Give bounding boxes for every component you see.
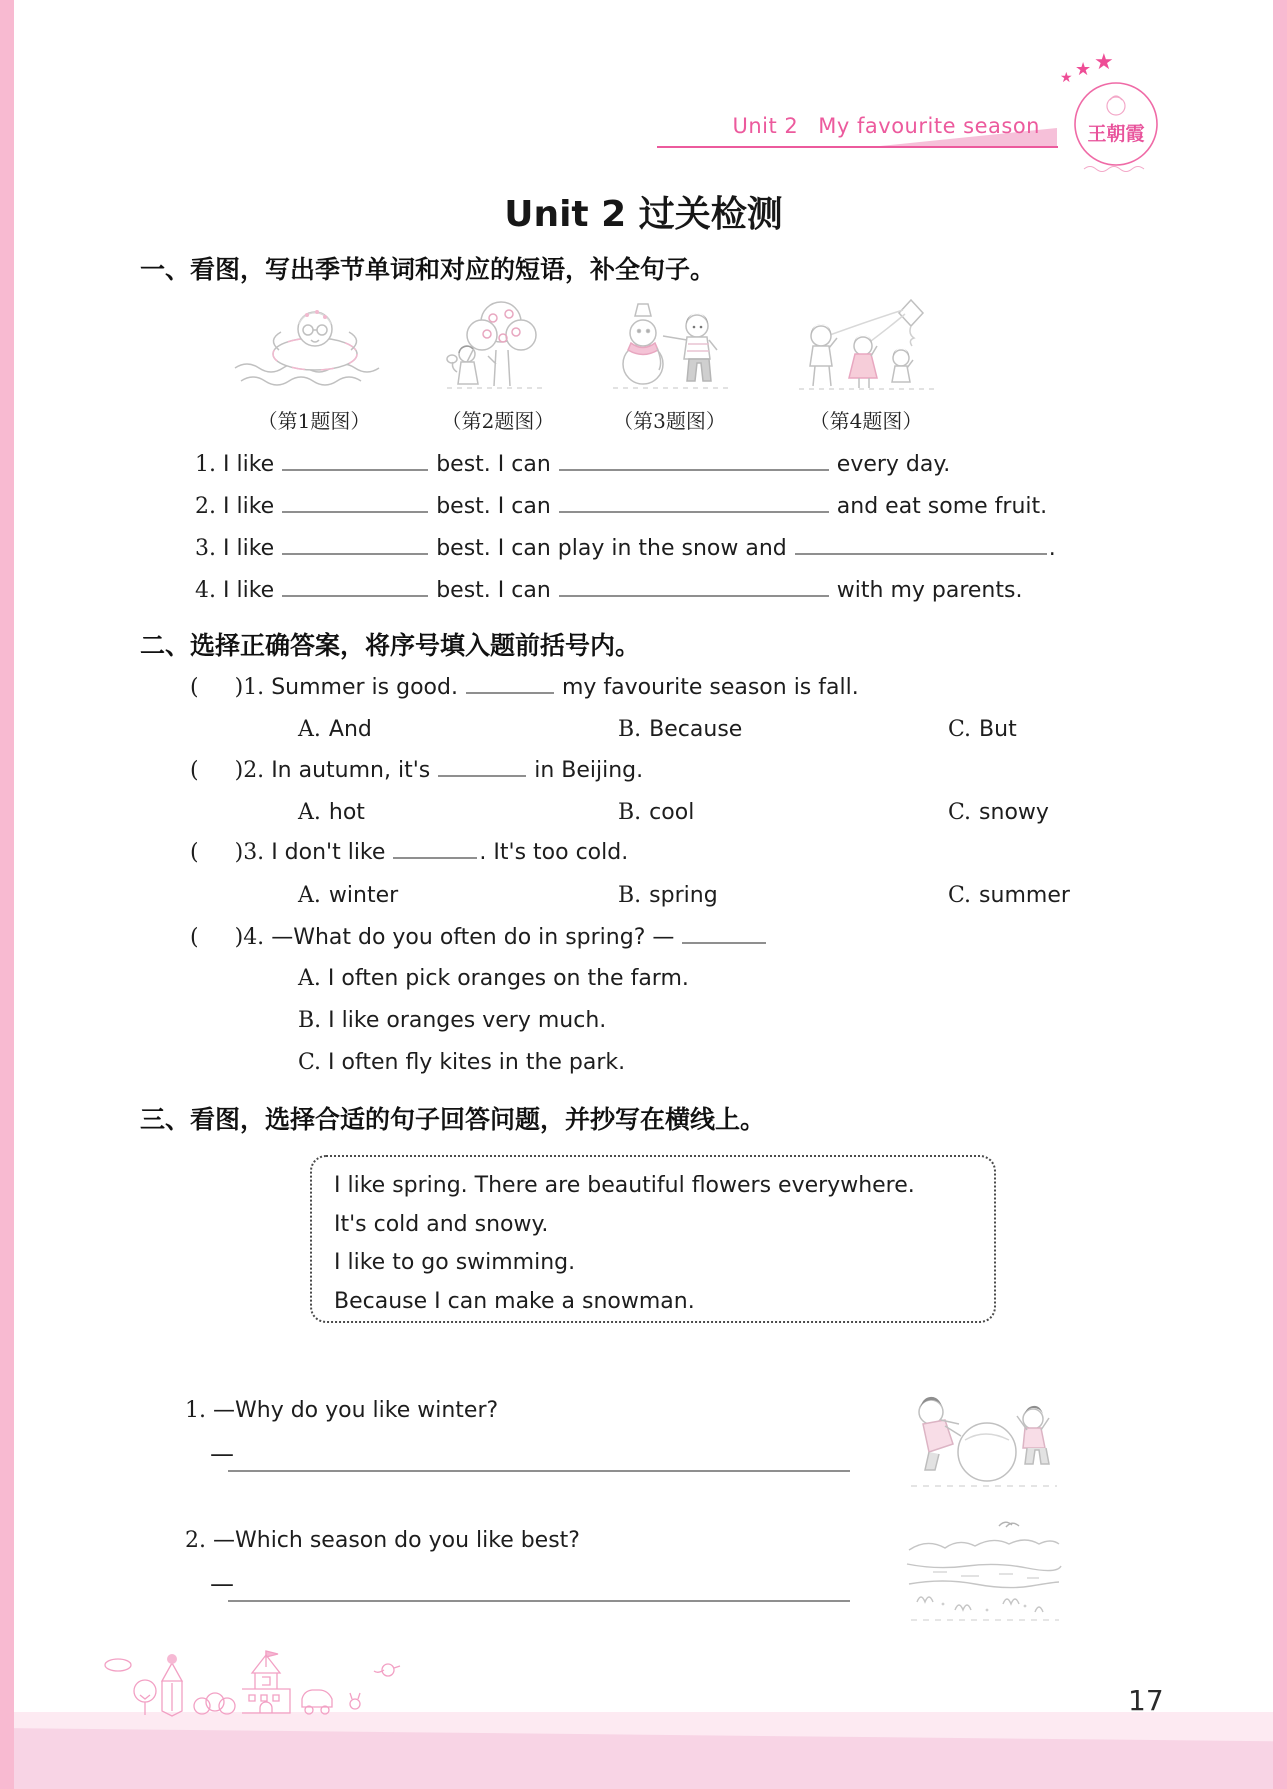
right-border-strip (1273, 0, 1287, 1789)
sentence-1 (195, 452, 950, 477)
sentence-4-text-c: with my parents. (836, 578, 1023, 603)
sentence-3-text-a: I like (223, 536, 275, 561)
unit-header (400, 114, 1040, 138)
page-number: 17 (1128, 1684, 1164, 1717)
star-icon: ★ (1094, 50, 1114, 75)
option-3c-label: C. (948, 883, 972, 908)
answer-paren-close: ) (234, 675, 244, 700)
figure-1-caption: （第1题图） (257, 409, 371, 433)
answer-2-line[interactable] (228, 1600, 850, 1602)
answer-2-dash: — (210, 1570, 234, 1598)
figure-3 (602, 296, 737, 434)
option-1b-label: B. (618, 717, 642, 742)
sentence-2 (195, 494, 1047, 519)
sentence-3-blank-2[interactable] (795, 553, 1047, 555)
figure-2 (438, 296, 558, 434)
sentence-4-number: 4. (195, 578, 216, 603)
reading-question-2-text: —Which season do you like best? (213, 1528, 580, 1553)
cloud-doodle (105, 1659, 131, 1671)
figure-2-caption: （第2题图） (441, 409, 555, 433)
stamp-brand-text: 王朝霞 (1087, 123, 1145, 145)
option-1a-text: And (328, 717, 372, 742)
section-3-heading: 三、看图，选择合适的句子回答问题，并抄写在横线上。 (140, 1105, 766, 1134)
option-3c (948, 883, 1070, 908)
option-2b-text: cool (649, 800, 695, 825)
star-icon: ★ (1060, 70, 1073, 86)
section-1-heading: 一、看图，写出季节单词和对应的短语，补全句子。 (140, 255, 716, 284)
reading-question-1-text: —Why do you like winter? (213, 1398, 499, 1423)
sentence-4 (195, 578, 1022, 603)
brand-stamp (1058, 46, 1168, 174)
option-2b-label: B. (618, 800, 642, 825)
unit-title: My favourite season (818, 114, 1040, 138)
answer-paren-open: ( (190, 675, 199, 700)
option-3b (618, 883, 718, 908)
reading-question-2-number: 2. (185, 1528, 206, 1553)
bottom-band (0, 1712, 1287, 1789)
sentence-2-blank-2[interactable] (559, 511, 829, 513)
figure-4 (790, 296, 942, 434)
mc-question-4 (190, 925, 774, 950)
sentence-3-text-c: . (1048, 536, 1056, 561)
child-swimming-image (227, 296, 402, 392)
option-3c-text: summer (979, 883, 1070, 908)
answer-1-dash: — (210, 1440, 234, 1468)
mc-question-2-text: In autumn, it's (271, 758, 431, 783)
sentence-4-blank-1[interactable] (282, 595, 428, 597)
footer-doodles (70, 1643, 410, 1718)
sentence-1-text-a: I like (223, 452, 275, 477)
option-4a-label: A. (298, 966, 321, 991)
option-1c-text: But (979, 717, 1017, 742)
mc-question-2-number: 2. (243, 758, 265, 783)
option-4c-label: C. (298, 1050, 322, 1075)
sentence-2-text-b: best. I can (436, 494, 551, 519)
sentence-2-text-c: and eat some fruit. (836, 494, 1048, 519)
option-1a (298, 717, 372, 742)
choice-line-3: I like to go swimming. (334, 1250, 576, 1275)
answer-paren-open: ( (190, 758, 199, 783)
option-4c-text: I often fly kites in the park. (328, 1050, 626, 1075)
answer-paren-close: ) (234, 925, 244, 950)
option-4b-label: B. (298, 1008, 322, 1033)
sentence-3 (195, 536, 1056, 561)
sentence-3-blank-1[interactable] (282, 553, 428, 555)
mc-question-1-text-post: my favourite season is fall. (561, 675, 859, 700)
mc-question-3-text-post: . It's too cold. (479, 840, 629, 865)
sentence-1-number: 1. (195, 452, 216, 477)
option-1b-text: Because (649, 717, 743, 742)
sentence-1-blank-2[interactable] (559, 469, 829, 471)
sentence-3-text-b: best. I can play in the snow and (436, 536, 787, 561)
sentence-1-text-b: best. I can (436, 452, 551, 477)
option-1c (948, 717, 1017, 742)
figure-1 (225, 296, 403, 434)
unit-label: Unit 2 (732, 114, 799, 138)
mc-question-4-text: —What do you often do in spring? — (271, 925, 675, 950)
choice-line-2: It's cold and snowy. (334, 1211, 549, 1237)
header-underline (657, 146, 1058, 148)
option-1c-label: C. (948, 717, 972, 742)
option-3a-label: A. (298, 883, 321, 908)
option-1a-label: A. (298, 717, 321, 742)
option-4c (298, 1050, 625, 1075)
mc-question-1 (190, 675, 859, 700)
mc-question-3-text: I don't like (271, 840, 386, 865)
answer-choices-box (310, 1155, 996, 1323)
reading-question-2 (185, 1528, 580, 1553)
girl-picking-fruit-image (441, 296, 556, 392)
option-3b-text: spring (649, 883, 718, 908)
answer-paren-close: ) (234, 758, 244, 783)
option-4a-text: I often pick oranges on the farm. (327, 966, 689, 991)
mc-question-2 (190, 758, 643, 783)
page-title: Unit 2 过关检测 (504, 194, 783, 235)
option-1b (618, 717, 742, 742)
option-4b (298, 1008, 606, 1033)
sentence-2-blank-1[interactable] (282, 511, 428, 513)
choice-line-4: Because I can make a snowman. (334, 1288, 695, 1314)
mc-question-3-blank[interactable] (393, 857, 477, 859)
sentence-2-text-a: I like (223, 494, 275, 519)
bottom-band-inner (0, 1728, 1287, 1789)
sentence-4-text-b: best. I can (436, 578, 551, 603)
option-3b-label: B. (618, 883, 642, 908)
mc-question-2-text-post: in Beijing. (534, 758, 644, 783)
mc-question-1-text: Summer is good. (271, 675, 458, 700)
sentence-3-number: 3. (195, 536, 216, 561)
section-2-heading: 二、选择正确答案，将序号填入题前括号内。 (140, 631, 641, 660)
family-flying-kites-image (791, 296, 941, 392)
mc-question-3-number: 3. (243, 840, 265, 865)
sentence-1-blank-1[interactable] (282, 469, 428, 471)
left-border-strip (0, 0, 14, 1789)
figure-3-caption: （第3题图） (613, 409, 726, 433)
mc-question-3 (190, 840, 628, 865)
option-2c-label: C. (948, 800, 972, 825)
reading-question-1-number: 1. (185, 1398, 206, 1423)
option-2c (948, 800, 1049, 825)
children-building-snowman-image (903, 1376, 1065, 1494)
answer-paren-open: ( (190, 840, 199, 865)
option-2b (618, 800, 694, 825)
sentence-4-text-a: I like (223, 578, 275, 603)
mc-question-4-blank[interactable] (682, 942, 766, 944)
option-2a (298, 800, 365, 825)
boy-with-snowman-image (605, 296, 735, 392)
sentence-4-blank-2[interactable] (559, 595, 829, 597)
sentence-2-number: 2. (195, 494, 216, 519)
star-icon: ★ (1075, 59, 1092, 80)
figure-4-caption: （第4题图） (809, 409, 923, 433)
option-4b-text: I like oranges very much. (328, 1008, 607, 1033)
mc-question-2-blank[interactable] (438, 775, 526, 777)
mc-question-4-number: 4. (243, 925, 265, 950)
option-3a-text: winter (328, 883, 399, 908)
choice-line-1: I like spring. There are beautiful flowers everywhere. (334, 1173, 915, 1198)
answer-paren-open: ( (190, 925, 199, 950)
option-2a-label: A. (298, 800, 321, 825)
answer-1-line[interactable] (228, 1470, 850, 1472)
answer-paren-close: ) (234, 840, 244, 865)
option-2c-text: snowy (979, 800, 1049, 825)
reading-question-1 (185, 1398, 498, 1423)
mc-question-1-blank[interactable] (466, 692, 554, 694)
spring-landscape-image (903, 1506, 1065, 1626)
mc-question-1-number: 1. (243, 675, 265, 700)
option-4a (298, 966, 689, 991)
option-2a-text: hot (328, 800, 365, 825)
option-3a (298, 883, 398, 908)
sentence-1-text-c: every day. (836, 452, 951, 477)
